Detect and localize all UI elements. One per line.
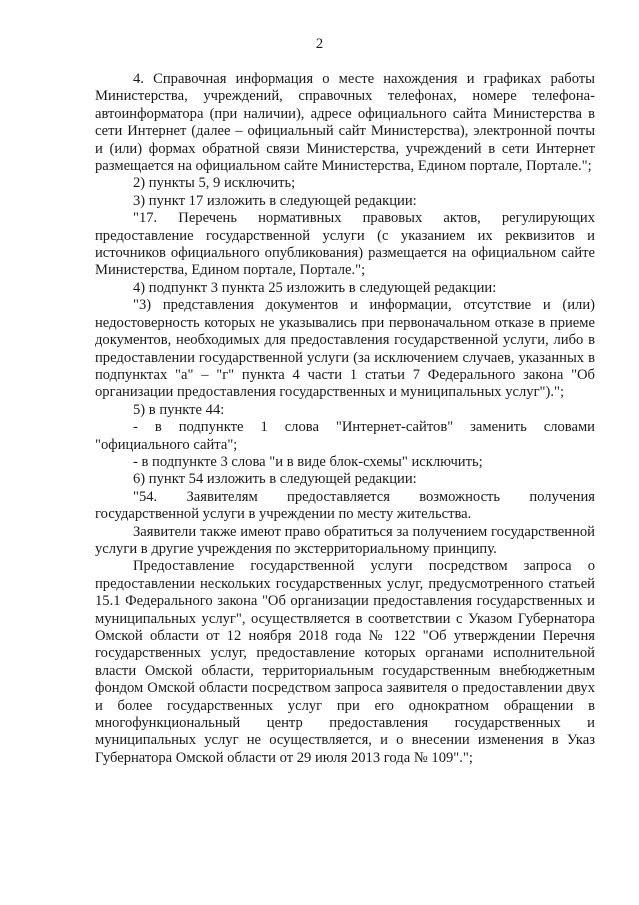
paragraph-clause-17: "17. Перечень нормативных правовых актов, регулирующих предоставление государственной услуги (с указанием их реквизитов и источников официального опубликования) размещается на официальном сайте Министерства, Едином портале, Портале."; xyxy=(95,210,595,279)
paragraph-amendment-4: 4) подпункт 3 пункта 25 изложить в следующей редакции: xyxy=(133,279,497,296)
paragraph-subclause-3: "3) представления документов и информации, отсутствие и (или) недостоверность которых не указывались при первоначальном отказе в приеме документов, необходимых для предоставления государственной услуги, либо в предоставлении государственной услуги (за исключением случаев, указанных в подпунктах "а" – "г" пункта 4 части 1 статьи 7 Федерального закона "Об организации предоставления государственных и муниципальных услуг")."; xyxy=(95,297,595,401)
paragraph-amendment-5-item-3: - в подпункте 3 слова "и в виде блок-схемы" исключить; xyxy=(133,453,483,470)
paragraph-amendment-3: 3) пункт 17 изложить в следующей редакции: xyxy=(133,192,417,209)
paragraph-amendment-6: 6) пункт 54 изложить в следующей редакции: xyxy=(133,471,417,488)
document-body xyxy=(95,71,595,767)
page-number: 2 xyxy=(315,36,324,52)
paragraph-multiple-services: Предоставление государственной услуги посредством запроса о предоставлении нескольких государственных услуг, предусмотренного статьей 15.1 Федерального закона "Об организации предоставления государственных и муниципальных услуг", осуществляется в соответствии с Указом Губернатора Омской области от 12 ноября 2018 года № 122 "Об утверждении Перечня государственных услуг, предоставление которых органами исполнительной власти Омской области, территориальным государственным внебюджетным фондом Омской области посредством запроса заявителя о предоставлении двух и более государственных услуг при его однократном обращении в многофункциональный центр предоставления государственных и муниципальных услуг не осуществляется, и о внесении изменения в Указ Губернатора Омской области от 29 июля 2013 года № 109"."; xyxy=(95,558,595,766)
paragraph-clause-54: "54. Заявителям предоставляется возможность получения государственной услуги в учреждении по месту жительства. xyxy=(95,488,595,523)
paragraph-amendment-5-item-1: - в подпункте 1 слова "Интернет-сайтов" заменить словами "официального сайта"; xyxy=(95,419,595,453)
paragraph-amendment-2: 2) пункты 5, 9 исключить; xyxy=(133,175,296,192)
paragraph-extraterritorial: Заявители также имеют право обратиться за получением государственной услуги в другие учреждения по экстерриториальному принципу. xyxy=(95,523,595,557)
paragraph-reference-info: 4. Справочная информация о месте нахождения и графиках работы Министерства, учреждений, справочных телефонах, номере телефона-автоинформатора (при наличии), адресе официального сайта Министерства в сети Интернет (далее – официальный сайт Министерства), электронной почты и (или) формах обратной связи Министерства, учреждений в сети Интернет размещается на официальном сайте Министерства, Едином портале, Портале."; xyxy=(95,71,595,175)
paragraph-amendment-5: 5) в пункте 44: xyxy=(133,401,225,418)
